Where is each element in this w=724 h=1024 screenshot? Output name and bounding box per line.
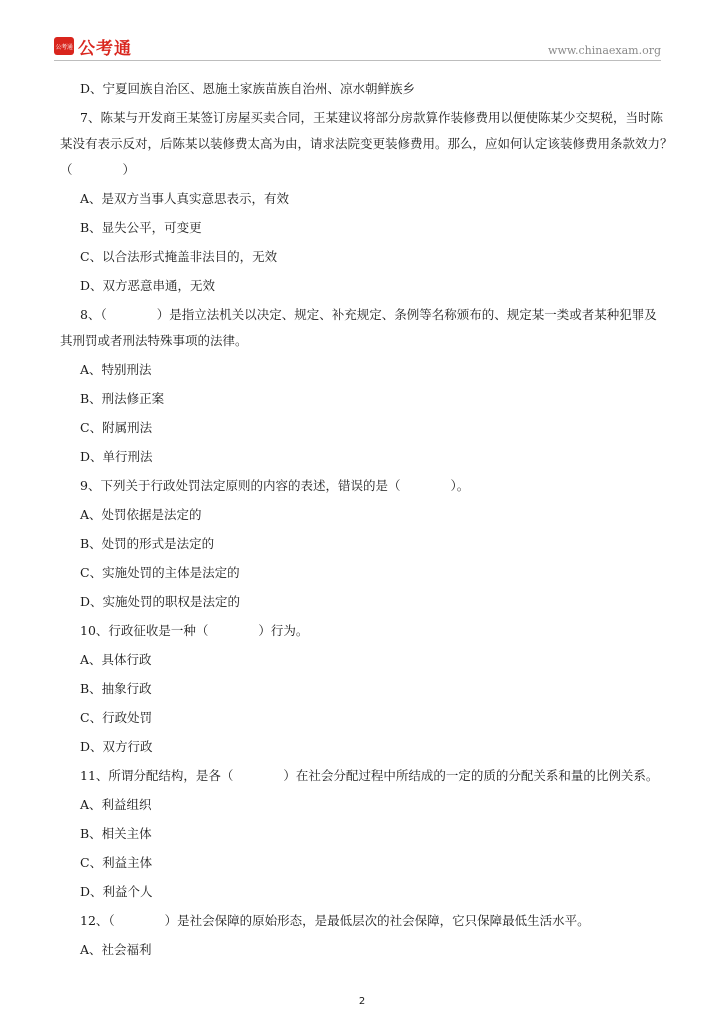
- answer-option: A、社会福利: [80, 942, 152, 957]
- question-text: 8、（ ）是指立法机关以决定、规定、补充规定、条例等名称颁布的、规定某一类或者某种犯罪及: [80, 307, 657, 322]
- answer-option: D、双方行政: [80, 739, 153, 754]
- answer-option: A、利益组织: [80, 797, 152, 812]
- answer-option: A、具体行政: [80, 652, 152, 667]
- question-text-continued: 其刑罚或者刑法特殊事项的法律。: [60, 333, 248, 348]
- answer-option: A、特别刑法: [80, 362, 152, 377]
- page-header: [0, 0, 724, 62]
- answer-option: B、抽象行政: [80, 681, 152, 696]
- answer-option: D、双方恶意串通，无效: [80, 278, 216, 293]
- question-text-continued: 某没有表示反对，后陈某以装修费太高为由，请求法院变更装修费用。那么，应如何认定该装修费用条款效力？: [60, 136, 673, 151]
- logo: [54, 36, 132, 59]
- logo-badge: 公考通: [54, 37, 74, 55]
- answer-option: B、处罚的形式是法定的: [80, 536, 215, 551]
- answer-option: D、利益个人: [80, 884, 153, 899]
- answer-option: B、相关主体: [80, 826, 152, 841]
- site-url: www.chinaexam.org: [548, 44, 661, 57]
- document-body: [60, 76, 673, 966]
- answer-option: B、显失公平，可变更: [80, 220, 202, 235]
- answer-option: D、宁夏回族自治区、恩施土家族苗族自治州、凉水朝鲜族乡: [80, 81, 416, 96]
- answer-option: D、实施处罚的职权是法定的: [80, 594, 241, 609]
- answer-option: C、利益主体: [80, 855, 153, 870]
- question-text: 7、陈某与开发商王某签订房屋买卖合同，王某建议将部分房款算作装修费用以便使陈某少交契税，当时陈: [80, 110, 663, 125]
- answer-option: A、处罚依据是法定的: [80, 507, 202, 522]
- answer-option: C、附属刑法: [80, 420, 153, 435]
- logo-text: 公考通: [78, 38, 132, 59]
- answer-option: D、单行刑法: [80, 449, 153, 464]
- answer-option: B、刑法修正案: [80, 391, 165, 406]
- question-text: 10、行政征收是一种（ ）行为。: [80, 623, 309, 638]
- answer-option: A、是双方当事人真实意思表示，有效: [80, 191, 290, 206]
- answer-option: C、以合法形式掩盖非法目的，无效: [80, 249, 278, 264]
- question-text: 9、下列关于行政处罚法定原则的内容的表述，错误的是（ ）。: [80, 478, 470, 493]
- answer-option: C、实施处罚的主体是法定的: [80, 565, 240, 580]
- answer-option: C、行政处罚: [80, 710, 153, 725]
- question-text-continued: （ ）: [60, 162, 136, 177]
- question-text: 12、（ ）是社会保障的原始形态，是最低层次的社会保障，它只保障最低生活水平。: [80, 913, 590, 928]
- page-number: 2: [358, 996, 366, 1007]
- question-text: 11、所谓分配结构，是各（ ）在社会分配过程中所结成的一定的质的分配关系和量的比例关系。: [80, 768, 659, 783]
- header-divider: [54, 60, 661, 61]
